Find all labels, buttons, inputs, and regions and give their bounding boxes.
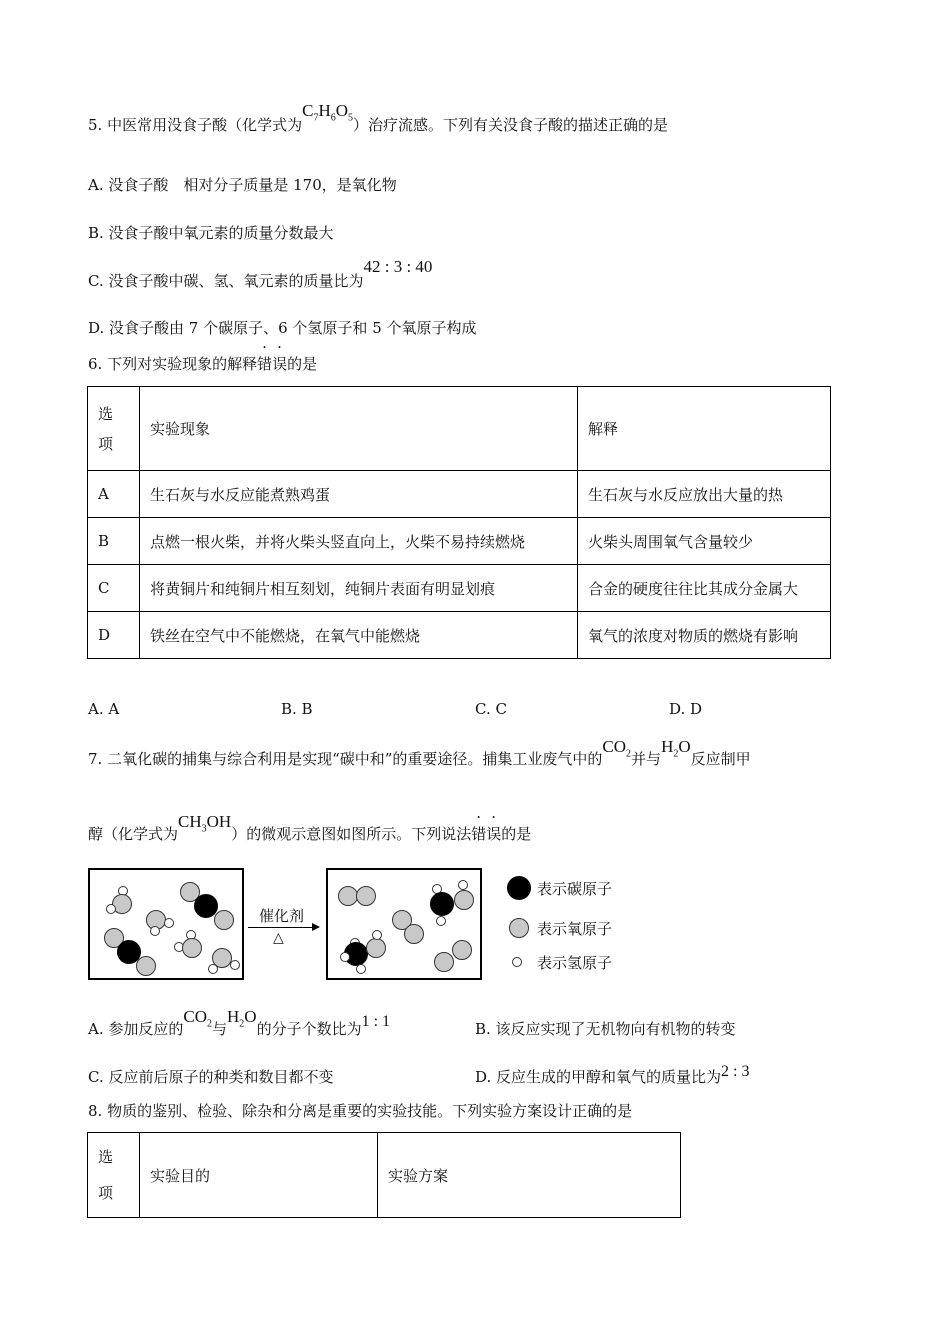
oxygen-atom: [182, 938, 202, 958]
q5-ratio: 42 : 3 : 40: [363, 257, 433, 276]
hydrogen-atom: [230, 960, 240, 970]
h2o-formula: $H_2O$: [661, 737, 691, 760]
oxygen-atom: [404, 924, 424, 944]
co2-formula: $CO_2$: [183, 1007, 212, 1030]
hydrogen-atom: [356, 964, 366, 974]
q7-option-d: D. 反应生成的甲醇和氧气的质量比为2 : 3: [475, 1063, 750, 1086]
q7-emphasis-1: 错: [471, 825, 487, 843]
reactants-box: [88, 868, 244, 980]
q7-emphasis-2: 误: [486, 825, 502, 843]
q6-header-option: 选项: [88, 387, 140, 471]
q5-option-d: D. 没食子酸由 7 个碳原子、6 个氢原子和 5 个氧原子构成: [88, 319, 477, 337]
oxygen-atom: [214, 910, 234, 930]
hydrogen-atom: [436, 916, 446, 926]
h2o-formula: $H_2O$: [227, 1007, 257, 1030]
q6-stem: 6. 下列对实验现象的解释错误的是: [88, 355, 318, 373]
oxygen-atom: [434, 952, 454, 972]
ratio: 1 : 1: [361, 1013, 391, 1030]
q5-option-c: C. 没食子酸中碳、氢、氧元素的质量比为42 : 3 : 40: [88, 257, 433, 290]
hydrogen-atom: [106, 904, 116, 914]
products-box: [326, 868, 482, 980]
hydrogen-atom: [340, 952, 350, 962]
q8-table: [87, 1132, 681, 1218]
q5-option-a: A. 没食子酸 相对分子质量是 170，是氧化物: [88, 176, 397, 194]
table-row: B 点燃一根火柴，并将火柴头竖直向上，火柴不易持续燃烧 火柴头周围氧气含量较少: [88, 518, 831, 565]
q7-stem-line1: 7. 二氧化碳的捕集与综合利用是实现“碳中和”的重要途径。捕集工业废气中的$CO_2$并与$H_2O$反应制甲: [88, 737, 751, 768]
co2-formula: $CO_2$: [602, 737, 632, 760]
q8-header-purpose: 实验目的: [140, 1133, 378, 1218]
q6-header-phenomenon: 实验现象: [140, 387, 578, 471]
q5-option-b: B. 没食子酸中氧元素的质量分数最大: [88, 224, 334, 242]
q5-stem: [88, 101, 669, 137]
carbon-legend-icon: [507, 876, 531, 900]
q8-header-option: 选项: [88, 1133, 140, 1218]
hydrogen-atom: [372, 930, 382, 940]
table-row: D 铁丝在空气中不能燃烧，在氧气中能燃烧 氧气的浓度对物质的燃烧有影响: [88, 612, 831, 659]
q7-option-b: B. 该反应实现了无机物向有机物的转变: [475, 1020, 736, 1038]
hydrogen-legend-icon: [512, 957, 522, 967]
q7-option-a: A. 参加反应的$CO_2$与$H_2O$的分子个数比为1 : 1: [88, 1007, 391, 1038]
q5-formula: $C_7H_6O_5$: [302, 101, 353, 124]
q6-table: [87, 386, 831, 659]
reaction-arrowhead: [312, 923, 320, 931]
oxygen-atom: [356, 886, 376, 906]
oxygen-atom: [452, 940, 472, 960]
legend-carbon: 表示碳原子: [537, 880, 613, 898]
carbon-atom: [430, 892, 454, 916]
legend-oxygen: 表示氧原子: [537, 920, 613, 938]
oxygen-legend-icon: [509, 918, 529, 938]
reaction-arrow: [248, 927, 316, 928]
q6-option-c: C. C: [475, 700, 507, 718]
q5-stem-a: 5. 中医常用没食子酸（化学式为: [88, 116, 303, 134]
oxygen-atom: [366, 938, 386, 958]
ch3oh-formula: $CH_3OH$: [178, 812, 232, 835]
oxygen-atom: [136, 956, 156, 976]
q8-stem: 8. 物质的鉴别、检验、除杂和分离是重要的实验技能。下列实验方案设计正确的是: [88, 1102, 633, 1120]
hydrogen-atom: [458, 880, 468, 890]
catalyst-label: 催化剂: [259, 907, 305, 925]
q5-stem-b: ）治疗流感。下列有关没食子酸的描述正确的是: [353, 116, 669, 134]
q6-option-a: A. A: [88, 700, 120, 718]
q6-option-b: B. B: [281, 700, 313, 718]
q8-header-plan: 实验方案: [378, 1133, 681, 1218]
q6-header-explanation: 解释: [578, 387, 831, 471]
q6-option-d: D. D: [669, 700, 703, 718]
oxygen-atom: [338, 886, 358, 906]
hydrogen-atom: [208, 964, 218, 974]
q6-emphasis-2: 误: [272, 355, 288, 373]
heat-symbol: △: [273, 930, 284, 946]
q6-emphasis-1: 错: [257, 355, 273, 373]
hydrogen-atom: [150, 926, 160, 936]
oxygen-atom: [454, 890, 474, 910]
table-row: C 将黄铜片和纯铜片相互刻划，纯铜片表面有明显划痕 合金的硬度往往比其成分金属大: [88, 565, 831, 612]
q7-option-c: C. 反应前后原子的种类和数目都不变: [88, 1068, 334, 1086]
q7-stem-line2: 醇（化学式为$CH_3OH$）的微观示意图如图所示。下列说法错误的是: [88, 812, 532, 843]
hydrogen-atom: [164, 918, 174, 928]
ratio: 2 : 3: [721, 1063, 750, 1080]
legend-hydrogen: 表示氢原子: [537, 954, 613, 972]
table-row: A 生石灰与水反应能煮熟鸡蛋 生石灰与水反应放出大量的热: [88, 471, 831, 518]
